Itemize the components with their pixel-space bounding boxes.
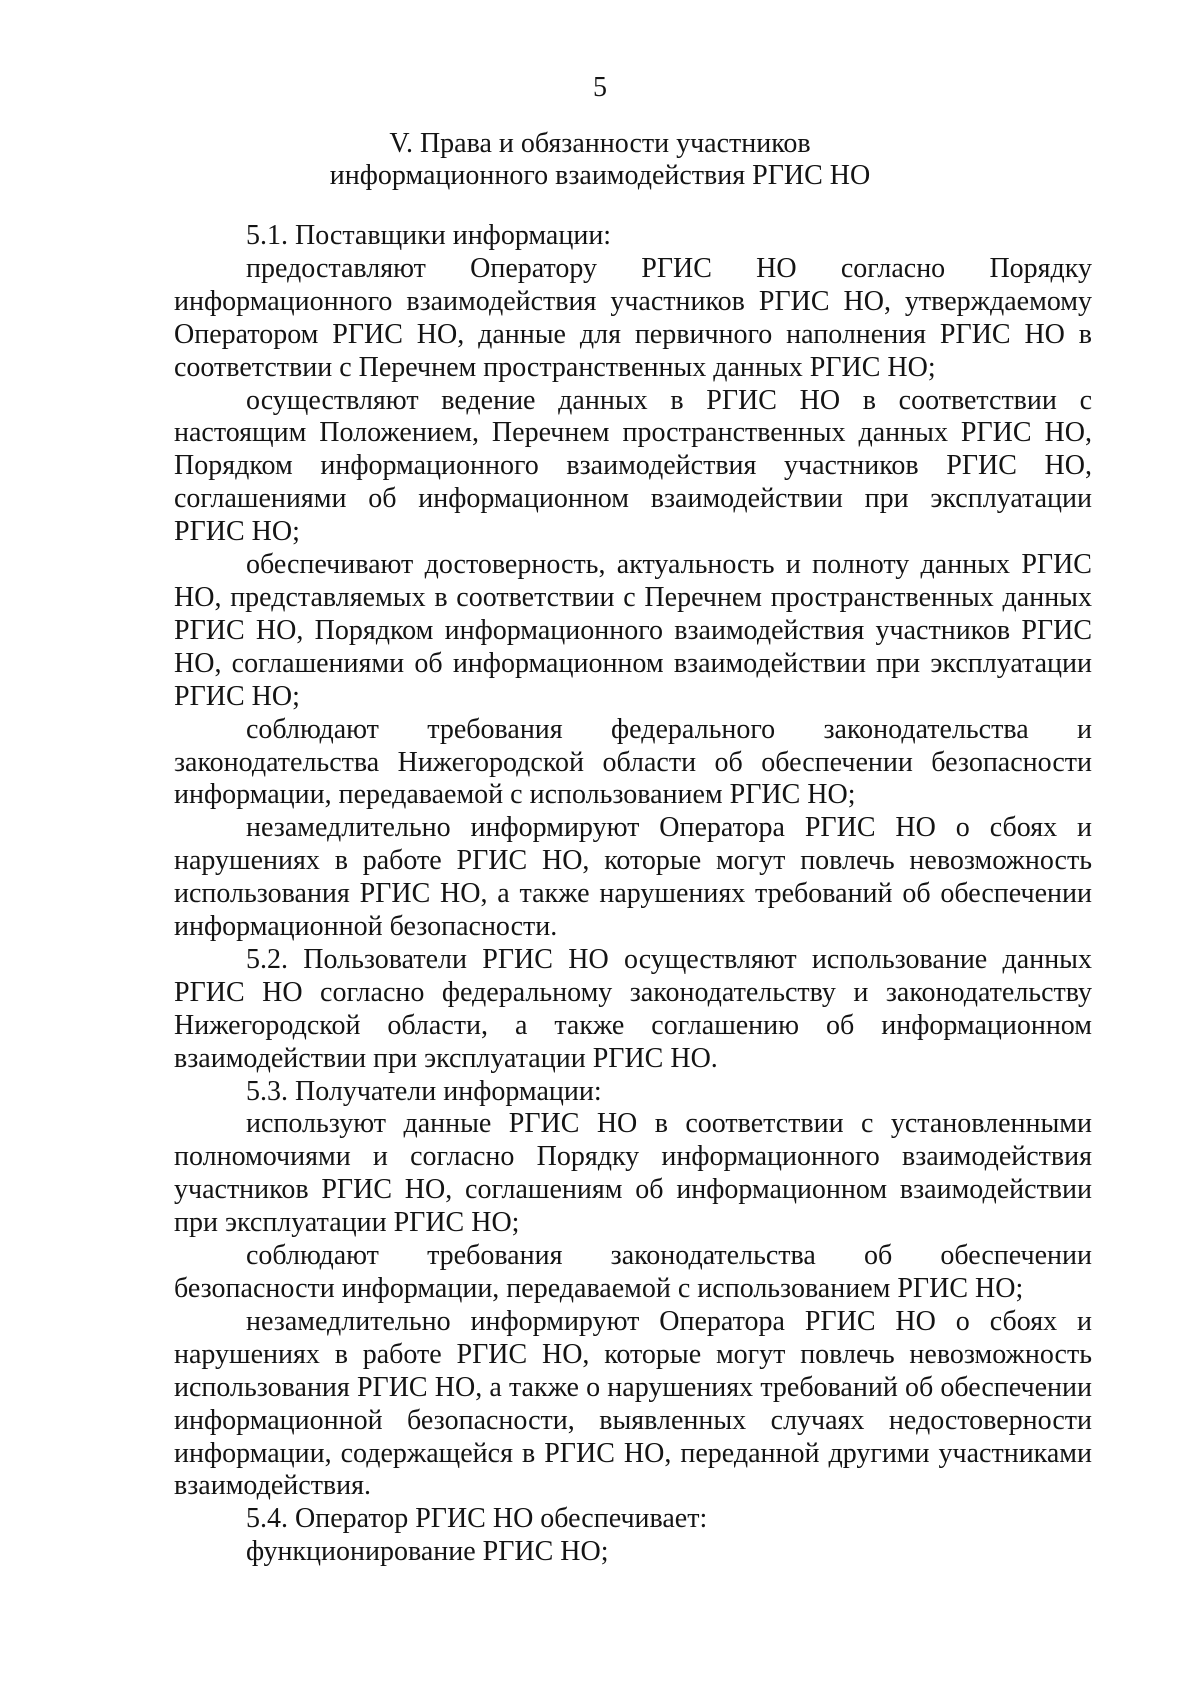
section-heading-line-1: V. Права и обязанности участников — [389, 128, 811, 159]
paragraph: предоставляют Оператору РГИС НО согласно Порядку информационного взаимодействия участников РГИС НО, утверждаемому Оператором РГИС НО, данные для первичного наполнения РГИС НО в соответствии с Перечнем пространственных данных РГИС НО; — [174, 252, 1092, 383]
paragraph: незамедлительно информируют Оператора РГИС НО о сбоях и нарушениях в работе РГИС НО, которые могут повлечь невозможность использования РГИС НО, а также о нарушениях требований об обеспечении информационной безопасности, выявленных случаях недостоверности информации, содержащейся в РГИС НО, переданной другими участниками взаимодействия. — [174, 1305, 1092, 1502]
paragraph-5-4-title: 5.4. Оператор РГИС НО обеспечивает: — [246, 1503, 708, 1535]
paragraph: функционирование РГИС НО; — [246, 1536, 609, 1568]
paragraph: обеспечивают достоверность, актуальность и полноту данных РГИС НО, представляемых в соответствии с Перечнем пространственных данных РГИС НО, Порядком информационного взаимодействия участников РГИС НО, соглашениями об информационном взаимодействии при эксплуатации РГИС НО; — [174, 549, 1092, 712]
paragraph: соблюдают требования федерального законодательства и законодательства Нижегородской области об обеспечении безопасности информации, передаваемой с использованием РГИС НО; — [174, 713, 1092, 811]
paragraph: осуществляют ведение данных в РГИС НО в соответствии с настоящим Положением, Перечнем пространственных данных РГИС НО, Порядком информационного взаимодействия участников РГИС НО, соглашениями об информационном взаимодействии при эксплуатации РГИС НО; — [174, 384, 1092, 548]
paragraph-5-3-title: 5.3. Получатели информации: — [246, 1075, 602, 1107]
section-heading-line-2: информационного взаимодействия РГИС НО — [329, 160, 871, 191]
page-number: 5 — [593, 72, 607, 103]
paragraph-5-1-title: 5.1. Поставщики информации: — [246, 220, 612, 251]
paragraph: соблюдают требования законодательства об обеспечении безопасности информации, передаваемой с использованием РГИС НО; — [174, 1240, 1092, 1304]
paragraph-5-2: 5.2. Пользователи РГИС НО осуществляют использование данных РГИС НО согласно федеральному законодательству и законодательству Нижегородской области, а также соглашению об информационном взаимодействии при эксплуатации РГИС НО. — [174, 943, 1092, 1074]
body-text — [174, 220, 1092, 1569]
paragraph: незамедлительно информируют Оператора РГИС НО о сбоях и нарушениях в работе РГИС НО, которые могут повлечь невозможность использования РГИС НО, а также нарушениях требований об обеспечении информационной безопасности. — [174, 812, 1092, 943]
paragraph: используют данные РГИС НО в соответствии с установленными полномочиями и согласно Порядку информационного взаимодействия участников РГИС НО, соглашениям об информационном взаимодействии при эксплуатации РГИС НО; — [174, 1108, 1092, 1239]
section-heading — [0, 128, 1200, 192]
